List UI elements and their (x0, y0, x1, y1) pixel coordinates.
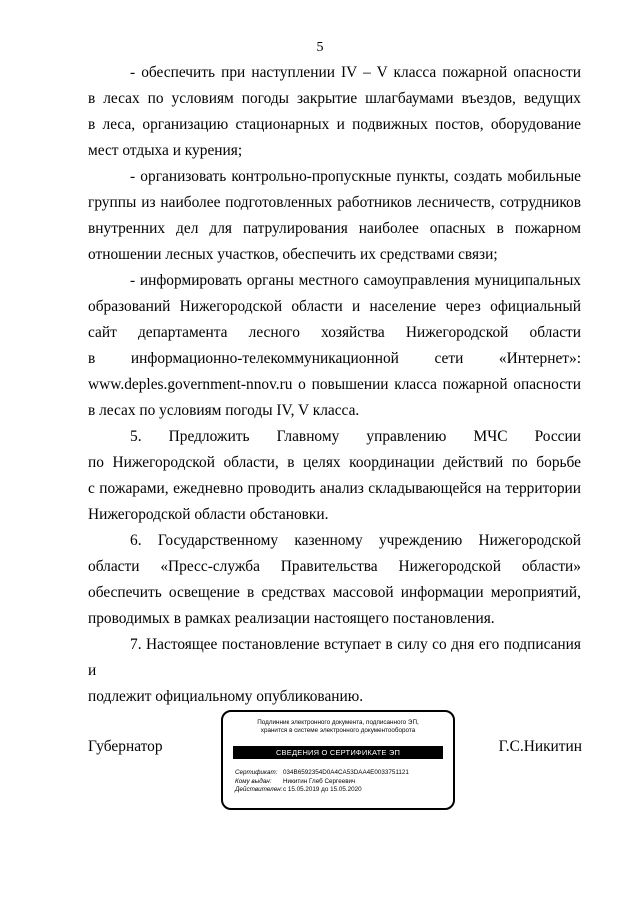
paragraph-line: по Нижегородской области, в целях координации действий по борьбе (88, 454, 581, 471)
stamp-label: Сертификат: (235, 769, 278, 776)
paragraph-line: Нижегородской области обстановки. (88, 506, 329, 523)
paragraph-line: 6. Государственному казенному учреждению Нижегородской (130, 532, 581, 549)
paragraph-line: в информационно-телекоммуникационной сети «Интернет»: (88, 350, 581, 367)
stamp-header-line: Подлинник электронного документа, подписанного ЭП, (257, 719, 419, 726)
paragraph-item-6 (88, 528, 581, 632)
paragraph-line: образований Нижегородской области и население через официальный (88, 298, 581, 315)
paragraph-line: в леса, организацию стационарных и подвижных постов, оборудование (88, 116, 581, 133)
paragraph-line: отношении лесных участков, обеспечить их средствами связи; (88, 246, 498, 263)
page-number: 5 (316, 40, 324, 55)
paragraph-line: подлежит официальному опубликованию. (88, 688, 364, 705)
stamp-header-line: хранится в системе электронного документооборота (260, 727, 416, 734)
signatory-position: Губернатор (88, 738, 163, 755)
paragraph-checkpoints (88, 164, 581, 268)
stamp-row-certificate (235, 769, 447, 778)
paragraph-line: 7. Настоящее постановление вступает в силу со дня его подписания и (88, 636, 581, 679)
paragraph-line: обеспечить освещение в средствах массовой информации мероприятий, (88, 584, 581, 601)
paragraph-line: - информировать органы местного самоуправления муниципальных (130, 272, 581, 289)
paragraph-line: 5. Предложить Главному управлению МЧС России (130, 428, 581, 445)
paragraph-inform-authorities (88, 268, 581, 424)
stamp-value: Никитин Глеб Сергеевич (283, 777, 356, 785)
stamp-banner: СВЕДЕНИЯ О СЕРТИФИКАТЕ ЭП (233, 746, 443, 759)
stamp-value: 034B6592354D0A4CA53DAA4E0033751121 (283, 769, 409, 776)
signatory-name: Г.С.Никитин (498, 738, 582, 755)
paragraph-close-barriers (88, 60, 581, 164)
paragraph-line: проводимых в рамках реализации настоящего постановления. (88, 610, 495, 627)
paragraph-line: - обеспечить при наступлении IV – V класса пожарной опасности (130, 64, 581, 81)
paragraph-line: внутренних дел для патрулирования наиболее опасных в пожарном (88, 220, 581, 237)
stamp-label: Кому выдан: (235, 777, 272, 785)
stamp-row-validity (235, 786, 447, 795)
paragraph-line: группы из наиболее подготовленных работников лесничеств, сотрудников (88, 194, 581, 211)
stamp-row-issued-to (235, 778, 447, 787)
stamp-label: Действителен: (235, 786, 283, 793)
paragraph-line: мест отдыха и курения; (88, 142, 243, 159)
paragraph-line: с пожарами, ежедневно проводить анализ складывающейся на территории (88, 480, 581, 497)
stamp-value: с 15.05.2019 до 15.05.2020 (283, 786, 362, 793)
paragraph-line: области «Пресс-служба Правительства Нижегородской области» (88, 558, 581, 575)
paragraph-line: сайт департамента лесного хозяйства Нижегородской области (88, 324, 581, 341)
paragraph-line: в лесах по условиям погоды IV, V класса. (88, 402, 360, 419)
paragraph-line: - организовать контрольно-пропускные пункты, создать мобильные (130, 168, 581, 185)
paragraph-line: www.deples.government-nnov.ru о повышении класса пожарной опасности (88, 376, 581, 393)
paragraph-line: в лесах по условиям погоды закрытие шлагбаумами въездов, ведущих (88, 90, 581, 107)
stamp-certificate-details (235, 769, 447, 795)
paragraph-item-7 (88, 632, 581, 710)
paragraph-item-5 (88, 424, 581, 528)
e-signature-stamp (221, 710, 455, 810)
stamp-header (223, 719, 453, 735)
